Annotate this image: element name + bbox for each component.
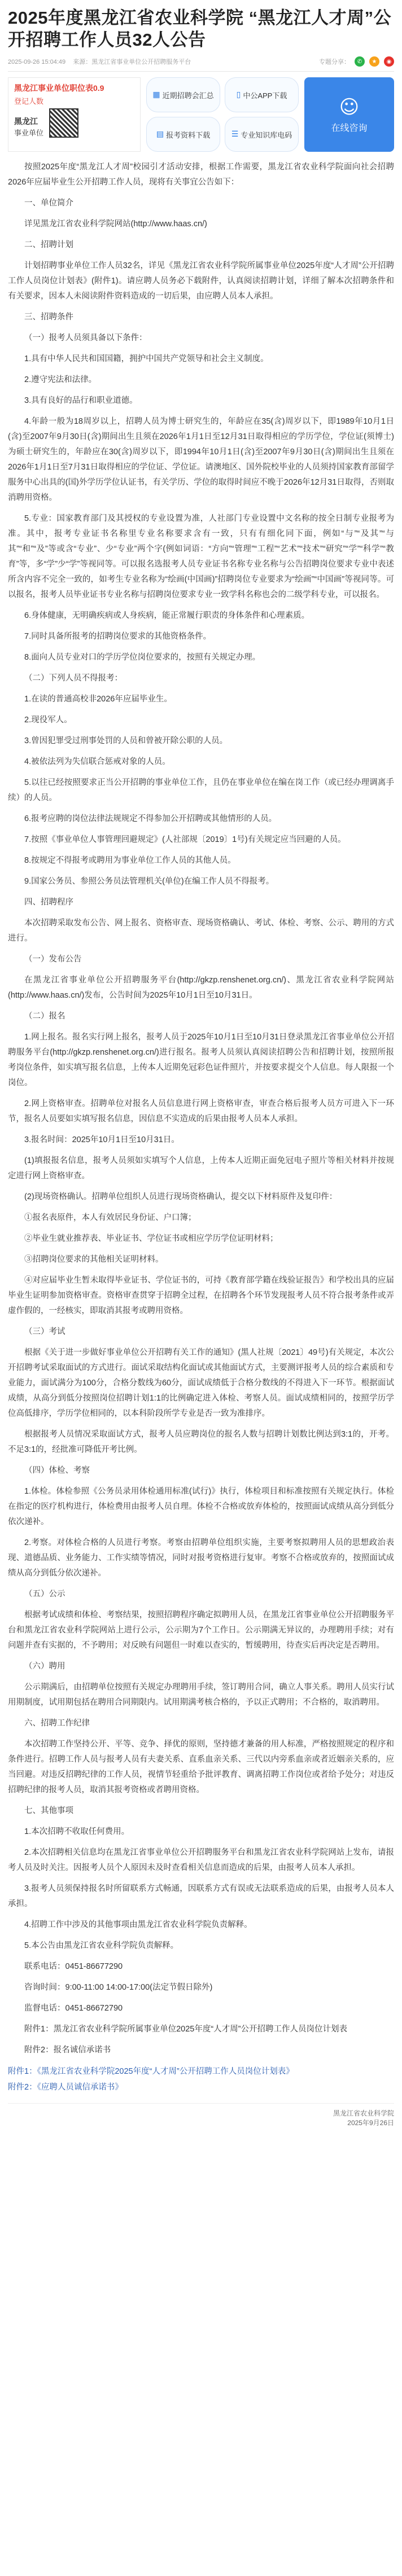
body-paragraph: 5.专业：国家教育部门及其授权的专业设置为准，人社部门专业设置中文名称的按全日制专业报考为准。其中，报考专业证书名称里专业名称要求含有一致，只有有细化同下面，例如“与”“及其”“与其”“和”“及”等或含“专业”、少“专业”两个字(例如词语：“方向”“管理”“工程”“艺术”“技术”“研究”“学”“科学”“教育”等，多“学”少“学”等视同等。可以报名选报考人员专业证书名称专业名称与公告招聘岗位要求专业中表述所含内容不完全一致的，如考生专业名称为“绘画(中国画)”招聘岗位专业要求为“绘画”“中国画”等视同等。可以报名，报考人员毕业证书专业名称与招聘岗位要求专业一致学科名称也会的二级学科专业，可以报名。 [8, 514, 394, 599]
share-label: 专题分享： [319, 59, 350, 65]
body-paragraph: 根据考试成绩和体检、考察结果，按照招聘程序确定拟聘用人员，在黑龙江省事业单位公开招聘服务平台和黑龙江省农业科学院网站上进行公示，公示期为7个工作日。公示期满无异议的，办理聘用手续；对有问题并查有实据的，不予聘用；对反映有问题但一时难以查实的，暂缓聘用，待查实后再决定是否聘用。 [8, 1610, 394, 1650]
body-paragraph: 8.面向人员专业对口的学历学位岗位要求的，按照有关规定办理。 [24, 653, 261, 662]
online-consult-button[interactable]: ☺ 在线咨询 [304, 77, 394, 152]
list-icon: ☰ [231, 130, 239, 139]
ad-bar [8, 77, 394, 152]
body-paragraph: 2.网上资格审查。招聘单位对报名人员信息进行网上资格审查，审查合格后报考人员方可进入下一环节，报名人员要如实填写报名信息，因信息不实造成的后果由报考人员本人承担。 [8, 1099, 394, 1124]
ad-job-table[interactable] [8, 77, 141, 152]
body-paragraph: 计划招聘事业单位工作人员32名，详见《黑龙江省农业科学院所属事业单位2025年度“人才周”公开招聘工作人员岗位计划表》(附件1)。请应聘人员务必下载附件，认真阅读招聘计划，详细了解本次招聘条件和有关要求，因本人未阅读附件资料造成的一切后果，由应聘人员本人承担。 [8, 261, 394, 301]
body-paragraph: 二、招聘计划 [24, 240, 73, 249]
body-paragraph: 3.曾因犯罪受过刑事处罚的人员和曾被开除公职的人员。 [24, 736, 228, 745]
body-paragraph: （一）发布公告 [24, 955, 82, 964]
article-meta [8, 56, 394, 72]
book-icon: ▤ [156, 130, 164, 139]
chat-icon: ☺ [339, 95, 360, 119]
body-paragraph: 附件1：黑龙江省农业科学院所属事业单位2025年度“人才周”公开招聘工作人员岗位计划表 [24, 2025, 347, 2034]
footer-org: 黑龙江省农业科学院 [333, 2109, 394, 2117]
body-paragraph: （一）报考人员须具备以下条件： [24, 333, 147, 343]
share-bar [319, 56, 394, 67]
attachment-link-2[interactable]: 附件2：《应聘人员诚信承诺书》 [8, 2083, 123, 2092]
body-paragraph: 详见黑龙江省农业科学院网站(http://www.haas.cn/) [24, 220, 207, 229]
attachment-links [8, 2064, 394, 2095]
source: 来源：黑龙江省事业单位公开招聘服务平台 [73, 59, 191, 65]
body-paragraph: 三、招聘条件 [24, 313, 73, 322]
body-paragraph: （四）体检、考察 [24, 1466, 90, 1475]
body-paragraph: 1.网上报名。报名实行网上报名，报考人员于2025年10月1日至10月31日登录黑龙江省事业单位公开招聘服务平台(http://gkzp.renshenet.org.cn/)进行报名。报考人员须认真阅读招聘公告和招聘计划，按照所报考岗位条件，如实填写报名信息，上传本人近期免冠彩色证件照片，并按要求提交个人信息。每人限报一个岗位。 [8, 1033, 394, 1087]
body-paragraph: 5.本公告由黑龙江省农业科学院负责解释。 [24, 1941, 179, 1950]
body-paragraph: 3.报考人员须保持报名时所留联系方式畅通，因联系方式有误或无法联系造成的后果，由报考人员本人承担。 [8, 1884, 394, 1908]
body-paragraph: 9.国家公务员、参照公务员法管理机关(单位)在编工作人员不得报考。 [24, 877, 274, 886]
ad-button-grid [146, 77, 299, 152]
body-paragraph: (2)现场资格确认。招聘单位组织人员进行现场资格确认，提交以下材料原件及复印件： [24, 1192, 338, 1201]
weibo-share-icon[interactable]: ◉ [384, 56, 394, 67]
body-paragraph: （二）报名 [24, 1012, 65, 1021]
body-paragraph: （三）考试 [24, 1327, 65, 1336]
ad-button-recruit-fair[interactable]: ▦ 近期招聘会汇总 [146, 77, 220, 112]
body-paragraph: ②毕业生就业推荐表、毕业证书、学位证书或相应学历学位证明材料； [24, 1234, 278, 1243]
body-paragraph: 6.报考应聘的岗位法律法规规定不得参加公开招聘或其他情形的人员。 [24, 814, 277, 823]
ad-button-knowledge[interactable]: ☰ 专业知识库电码 [225, 117, 299, 152]
body-paragraph: 根据报考人员情况采取面试方式，报考人员应聘岗位的报名人数与招聘计划数比例达到3:1的，开考。不足3:1的，经批准可降低开考比例。 [8, 1430, 394, 1454]
body-paragraph: ①报名表原件，本人有效居民身份证、户口簿； [24, 1213, 196, 1222]
meta-left [8, 57, 196, 66]
body-paragraph: 5.以往已经按照要求正当公开招聘的事业单位工作，且仍在事业单位在编在岗工作（或已经办理调离手续）的人员。 [8, 778, 394, 802]
body-paragraph: 一、单位简介 [24, 199, 73, 208]
body-paragraph: 本次招聘采取发布公告、网上报名、资格审查、现场资格确认、考试、体检、考察、公示、聘用的方式进行。 [8, 919, 394, 943]
body-paragraph: 监督电话：0451-86672790 [24, 2004, 123, 2013]
phone-icon: ▯ [236, 90, 241, 99]
body-paragraph: 六、招聘工作纪律 [24, 1719, 90, 1728]
body-paragraph: ④对应届毕业生暂未取得毕业证书、学位证书的，可持《教育部学籍在线验证报告》和学校出具的应届毕业生证明参加资格审查。资格审查贯穿于招聘全过程，在招聘各个环节发现报考人员不符合报考条件或弄虚作假的，一经核实，即取消其报考或聘用资格。 [8, 1276, 394, 1315]
footer-date: 2025年9月26日 [347, 2119, 394, 2127]
calendar-icon: ▦ [152, 90, 160, 99]
body-paragraph: 8.按规定不得报考或聘用为事业单位工作人员的其他人员。 [24, 856, 236, 865]
ad-button-app-download[interactable]: ▯ 中公APP下载 [225, 77, 299, 112]
body-paragraph: 咨询时间：9:00-11:00 14:00-17:00(法定节假日除外) [24, 1983, 213, 1992]
article-container [0, 7, 402, 2127]
article-body [8, 160, 394, 2058]
wechat-share-icon[interactable]: ✆ [355, 56, 365, 67]
body-paragraph: ③招聘岗位要求的其他相关证明材料。 [24, 1255, 164, 1264]
body-paragraph: 在黑龙江省事业单位公开招聘服务平台(http://gkzp.renshenet.org.cn/)、黑龙江省农业科学院网站(http://www.haas.cn/)发布，公告时间为2025年10月1日至10月31日。 [8, 976, 394, 1000]
body-paragraph: 4.招聘工作中涉及的其他事项由黑龙江省农业科学院负责解释。 [24, 1920, 252, 1929]
qzone-share-icon[interactable]: ★ [369, 56, 379, 67]
body-paragraph: 1.具有中华人民共和国国籍，拥护中国共产党领导和社会主义制度。 [24, 354, 269, 363]
body-paragraph: 1.本次招聘不收取任何费用。 [24, 1827, 130, 1836]
body-paragraph: 7.按照《事业单位人事管理回避规定》(人社部规〔2019〕1号)有关规定应当回避的人员。 [24, 835, 346, 844]
ad-left-sub: 登记人数 [14, 97, 44, 106]
qr-code-icon [49, 108, 78, 138]
ad-left-title: 黑龙江事业单位职位表0.9 [14, 84, 104, 93]
body-paragraph: （五）公示 [24, 1590, 65, 1599]
body-paragraph: 2.考察。对体检合格的人员进行考察。考察由招聘单位组织实施，主要考察拟聘用人员的思想政治表现、道德品质、业务能力、工作实绩等情况，同时对报考资格进行复审。考察不合格或放弃的，按照面试成绩从高分到低分依次递补。 [8, 1538, 394, 1578]
body-paragraph: 四、招聘程序 [24, 898, 73, 907]
body-paragraph: 2.遵守宪法和法律。 [24, 375, 97, 384]
ad-left-brand2: 事业单位 [14, 129, 44, 137]
body-paragraph: 2.现役军人。 [24, 716, 72, 725]
body-paragraph: 公示期满后，由招聘单位按照有关规定办理聘用手续，签订聘用合同，确立人事关系。聘用人员实行试用期制度，试用期包括在聘用合同期限内。试用期满考核合格的，予以正式聘用；不合格的，取消聘用。 [8, 1683, 394, 1707]
article-title: 2025年度黑龙江省农业科学院 “黑龙江人才周”公开招聘工作人员32人公告 [8, 8, 392, 50]
body-paragraph: 根据《关于进一步做好事业单位公开招聘有关工作的通知》(黑人社规〔2021〕49号)有关规定，本次公开招聘考试采取面试的方式进行。面试采取结构化面试或其他面试方式，主要测评报考人员的综合素质和专业能力，面试满分为100分，合格分数线为60分，面试成绩低于合格分数线的不得进入下一环节。根据面试成绩，从高分到低分按照岗位招聘计划1:1的比例确定进入体检、考察人员。面试成绩相同的，按照学历学位高低排序，学历学位相同的，以本科阶段所学专业是否一致为准排序。 [8, 1348, 394, 1418]
body-paragraph: 4.年龄一般为18周岁以上，招聘人员为博士研究生的，年龄应在35(含)周岁以下，即1989年10月1日(含)至2007年9月30日(含)期间出生且须在2026年1月1日至12月31日取得相应的学历学位，学位证(须博士)为硕士研究生的，年龄应在30(含)周岁以下，即1994年10月1日(含)至2007年9月30日(含)期间出生且须在2026年1月1日至7月31日取得相应的学位证、学位证。请澳地区、国外院校毕业的人员须持国家教育部留学服务中心出具的(国)外学历学位认证书，有关学历、学位的取得时间应不晚于2026年12月31日取得，否则取消聘用资格。 [8, 417, 394, 502]
body-paragraph: 7.同时具备所报考的招聘岗位要求的其他资格条件。 [24, 632, 212, 641]
body-paragraph: 3.具有良好的品行和职业道德。 [24, 396, 138, 405]
attachment-link-1[interactable]: 附件1：《黑龙江省农业科学院2025年度“人才周”公开招聘工作人员岗位计划表》 [8, 2067, 294, 2076]
body-paragraph: 附件2：报名诚信承诺书 [24, 2046, 111, 2055]
publish-date: 2025-09-26 15:04:49 [8, 59, 66, 65]
body-paragraph: （二）下列人员不得报考： [24, 674, 123, 683]
body-paragraph: (1)填报报名信息，报考人员须如实填写个人信息，上传本人近期正面免冠电子照片等相关材料并按规定进行网上资格审查。 [8, 1156, 394, 1181]
ad-left-brand: 黑龙江 [14, 117, 38, 126]
body-paragraph: 七、其他事项 [24, 1806, 73, 1815]
body-paragraph: 本次招聘工作坚持公开、平等、竞争、择优的原则，坚持德才兼备的用人标准，严格按照规定的程序和条件进行。招聘工作人员与报考人员有夫妻关系、直系血亲关系、三代以内旁系血亲或者近姻亲关系的，应当回避。对违反招聘纪律的工作人员，视情节轻重给予批评教育、调离招聘工作岗位或者给予处分；对违反招聘纪律的报考人员，取消其报考资格或者聘用资格。 [8, 1740, 394, 1794]
body-paragraph: 2.本次招聘相关信息均在黑龙江省事业单位公开招聘服务平台和黑龙江省农业科学院网站上发布，请报考人员及时关注。因报考人员个人原因未及时查看相关信息而造成的后果，由报考人员本人承担。 [8, 1848, 394, 1872]
body-paragraph: 联系电话：0451-86677290 [24, 1962, 123, 1971]
body-paragraph: 4.被依法列为失信联合惩戒对象的人员。 [24, 757, 171, 766]
body-paragraph: （六）聘用 [24, 1662, 65, 1671]
body-paragraph: 按照2025年度“黑龙江人才周”校园引才活动安排，根据工作需要，黑龙江省农业科学院面向社会招聘2026年应届毕业生公开招聘工作人员，现将有关事宜公告如下： [8, 163, 394, 187]
article-footer [8, 2103, 394, 2127]
ad-button-materials[interactable]: ▤ 报考资料下载 [146, 117, 220, 152]
body-paragraph: 6.身体健康，无明确疾病或人身疾病，能正常履行职责的身体条件和心理素质。 [24, 611, 310, 620]
body-paragraph: 1.体检。体检参照《公务员录用体检通用标准(试行)》执行，体检项目和标准按照有关规定执行。体检在指定的医疗机构进行，体检费用由报考人员自理。体检不合格或放弃体检的，按照面试成绩从高分到低分依次递补。 [8, 1487, 394, 1526]
body-paragraph: 1.在读的普通高校非2026年应届毕业生。 [24, 695, 172, 704]
body-paragraph: 3.报名时间：2025年10月1日至10月31日。 [24, 1135, 180, 1144]
